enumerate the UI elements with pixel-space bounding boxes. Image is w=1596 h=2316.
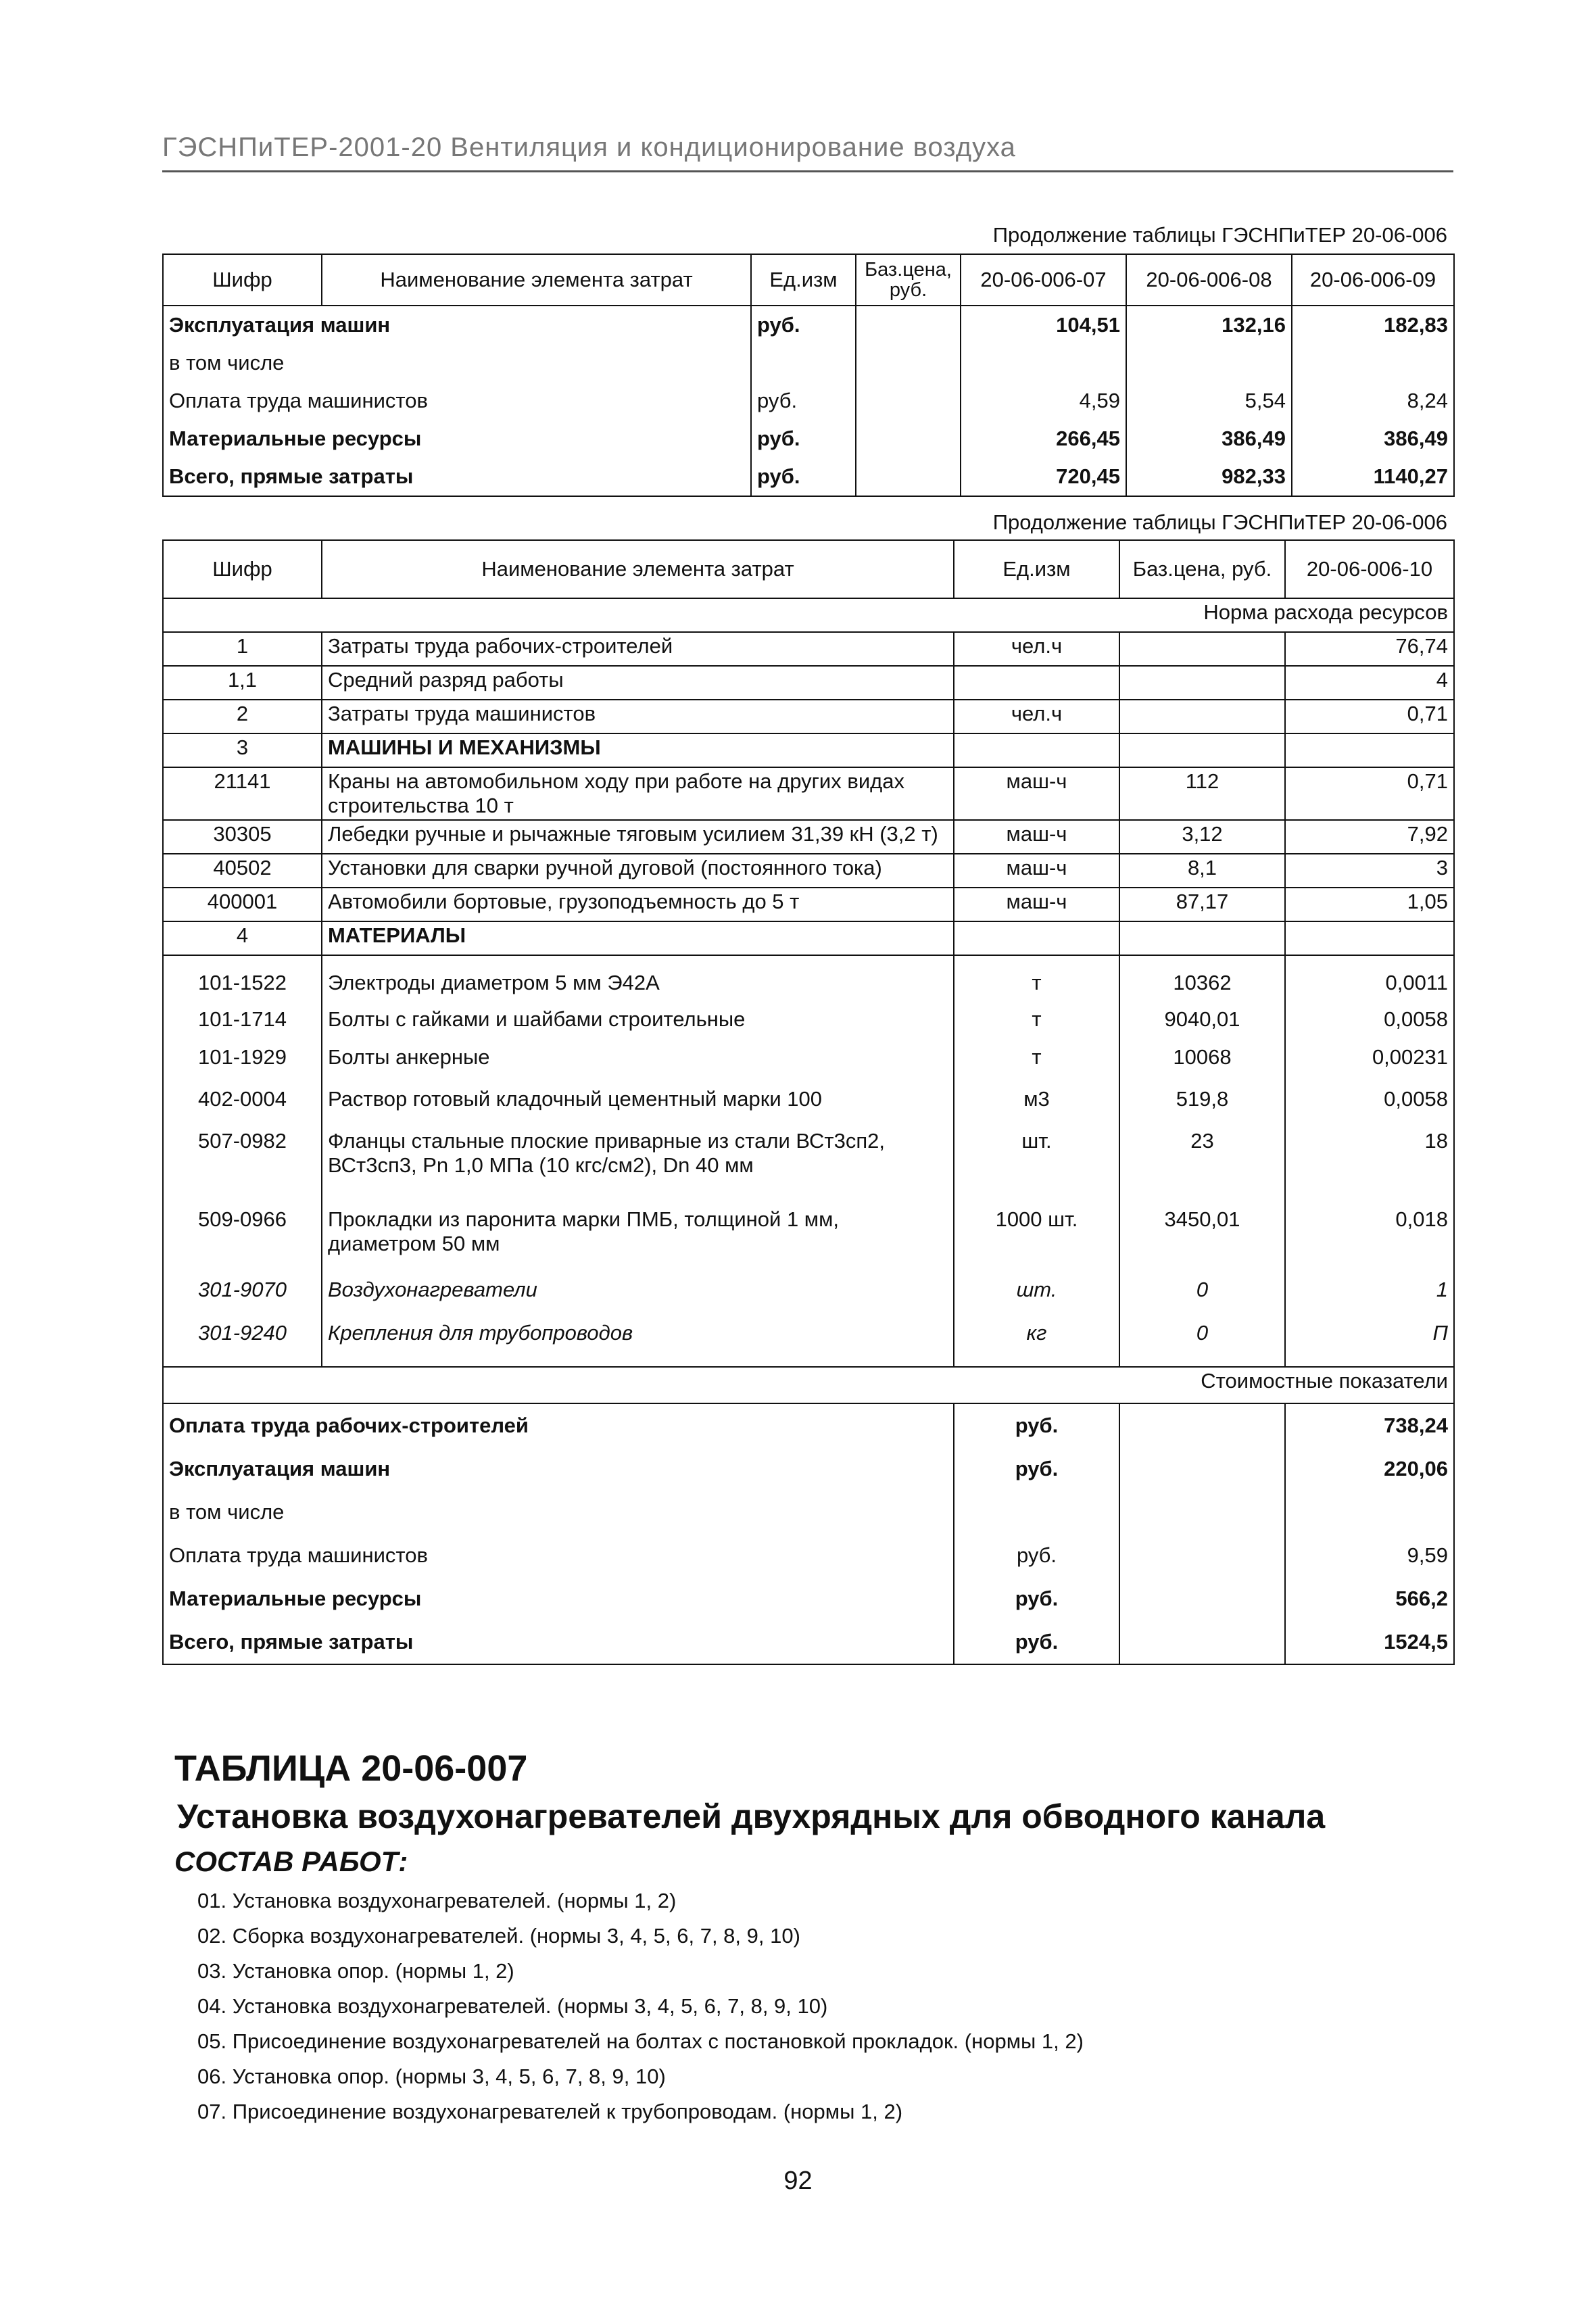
list-item: 04. Установка воздухонагревателей. (нормы 3, 4, 5, 6, 7, 8, 9, 10) — [197, 1994, 828, 2018]
row-name: Болты с гайками и шайбами строительные — [322, 1002, 954, 1040]
row-unit — [954, 1491, 1119, 1534]
row-value: 266,45 — [961, 420, 1126, 458]
row-value: 386,49 — [1126, 420, 1292, 458]
row-name: Эксплуатация машин — [163, 306, 751, 344]
table-row — [163, 854, 1454, 888]
list-item: 05. Присоединение воздухонагревателей на болтах с постановкой прокладок. (нормы 1, 2) — [197, 2029, 1084, 2053]
row-price — [856, 344, 961, 382]
row-code: 509-0966 — [163, 1194, 322, 1268]
row-unit: т — [954, 1002, 1119, 1040]
table-row — [163, 1268, 1454, 1313]
table-row — [163, 733, 1454, 767]
table-row — [163, 1194, 1454, 1268]
page-number: 92 — [783, 2167, 813, 2195]
row-price — [856, 306, 961, 344]
row-name: Электроды диаметром 5 мм Э42А — [322, 955, 954, 1002]
row-value: 132,16 — [1126, 306, 1292, 344]
table-row — [163, 888, 1454, 921]
row-price — [1119, 733, 1285, 767]
row-price — [1119, 1620, 1285, 1664]
column-header: 20-06-006-09 — [1292, 254, 1454, 306]
row-price: 519,8 — [1119, 1078, 1285, 1119]
row-value: 1,05 — [1285, 888, 1454, 921]
row-price: 10068 — [1119, 1040, 1285, 1078]
table1-caption: Продолжение таблицы ГЭСНПиТЕР 20-06-006 — [992, 223, 1447, 247]
table2 — [162, 539, 1455, 1665]
row-code: 40502 — [163, 854, 322, 888]
row-price — [1119, 1447, 1285, 1491]
row-unit: руб. — [751, 306, 856, 344]
row-name: Оплата труда машинистов — [163, 1534, 954, 1577]
column-header: Баз.цена, руб. — [1119, 540, 1285, 598]
row-name: Краны на автомобильном ходу при работе на других видах строительства 10 т — [322, 767, 954, 820]
column-header: Наименование элемента затрат — [322, 254, 751, 306]
column-header: 20-06-006-08 — [1126, 254, 1292, 306]
row-value: 104,51 — [961, 306, 1126, 344]
table-row — [163, 1534, 1454, 1577]
row-value: 4,59 — [961, 382, 1126, 420]
row-unit: маш-ч — [954, 767, 1119, 820]
section-title: ТАБЛИЦА 20-06-007 — [174, 1748, 528, 1789]
row-value: 386,49 — [1292, 420, 1454, 458]
row-name: Установки для сварки ручной дуговой (постоянного тока) — [322, 854, 954, 888]
table-row — [163, 767, 1454, 820]
row-price: 0 — [1119, 1313, 1285, 1367]
header-rule — [162, 170, 1453, 172]
row-name: Оплата труда рабочих-строителей — [163, 1403, 954, 1447]
row-unit: руб. — [954, 1447, 1119, 1491]
row-value: 76,74 — [1285, 632, 1454, 666]
section-subtitle: Установка воздухонагревателей двухрядных для обводного канала — [177, 1798, 1326, 1835]
row-code: 4 — [163, 921, 322, 955]
row-code: 21141 — [163, 767, 322, 820]
row-unit: т — [954, 955, 1119, 1002]
row-value: 0,0058 — [1285, 1078, 1454, 1119]
row-price — [1119, 700, 1285, 733]
table-row — [163, 1577, 1454, 1620]
column-header: 20-06-006-07 — [961, 254, 1126, 306]
cost-header-row — [163, 1367, 1454, 1403]
column-header: Ед.изм — [954, 540, 1119, 598]
row-value: 720,45 — [961, 458, 1126, 496]
row-value — [1285, 1491, 1454, 1534]
row-name: Эксплуатация машин — [163, 1447, 954, 1491]
row-name: МАТЕРИАЛЫ — [322, 921, 954, 955]
table-row — [163, 1119, 1454, 1194]
row-price: 23 — [1119, 1119, 1285, 1194]
column-header: Баз.цена, руб. — [856, 254, 961, 306]
row-value — [1285, 921, 1454, 955]
row-price — [1119, 632, 1285, 666]
row-price — [856, 458, 961, 496]
list-item: 01. Установка воздухонагревателей. (нормы 1, 2) — [197, 1889, 677, 1912]
row-unit — [954, 733, 1119, 767]
row-unit: руб. — [751, 458, 856, 496]
row-value — [1285, 733, 1454, 767]
row-value: 8,24 — [1292, 382, 1454, 420]
norm-header: Норма расхода ресурсов — [163, 598, 1454, 632]
table-row — [163, 955, 1454, 1002]
row-value: 1 — [1285, 1268, 1454, 1313]
column-header: Ед.изм — [751, 254, 856, 306]
row-code: 101-1522 — [163, 955, 322, 1002]
row-code: 30305 — [163, 820, 322, 854]
row-unit: маш-ч — [954, 820, 1119, 854]
row-value: 9,59 — [1285, 1534, 1454, 1577]
row-unit: руб. — [954, 1403, 1119, 1447]
table-row — [163, 1078, 1454, 1119]
row-unit — [954, 921, 1119, 955]
row-value: 182,83 — [1292, 306, 1454, 344]
row-name: Лебедки ручные и рычажные тяговым усилием 31,39 кН (3,2 т) — [322, 820, 954, 854]
row-price: 3,12 — [1119, 820, 1285, 854]
table-row — [163, 1403, 1454, 1447]
row-unit: маш-ч — [954, 854, 1119, 888]
row-unit: руб. — [954, 1577, 1119, 1620]
table2-header-row — [163, 540, 1454, 598]
row-code: 402-0004 — [163, 1078, 322, 1119]
table-row — [163, 1620, 1454, 1664]
table-row — [163, 700, 1454, 733]
row-value: 0,018 — [1285, 1194, 1454, 1268]
row-name: Воздухонагреватели — [322, 1268, 954, 1313]
row-value: 1140,27 — [1292, 458, 1454, 496]
row-value: 3 — [1285, 854, 1454, 888]
row-unit — [954, 666, 1119, 700]
row-unit: маш-ч — [954, 888, 1119, 921]
row-value: 5,54 — [1126, 382, 1292, 420]
row-name: Всего, прямые затраты — [163, 458, 751, 496]
list-item: 07. Присоединение воздухонагревателей к трубопроводам. (нормы 1, 2) — [197, 2100, 903, 2123]
running-title: ГЭСНПиТЕР-2001-20 Вентиляция и кондиционирование воздуха — [162, 132, 1016, 162]
row-value: 7,92 — [1285, 820, 1454, 854]
row-price: 8,1 — [1119, 854, 1285, 888]
row-code: 400001 — [163, 888, 322, 921]
row-value: 738,24 — [1285, 1403, 1454, 1447]
row-value: 0,71 — [1285, 700, 1454, 733]
table-row — [163, 458, 1454, 496]
row-price: 87,17 — [1119, 888, 1285, 921]
table-row — [163, 1447, 1454, 1491]
row-unit: руб. — [751, 420, 856, 458]
row-value: П — [1285, 1313, 1454, 1367]
column-header: Шифр — [163, 254, 322, 306]
row-name: Прокладки из паронита марки ПМБ, толщиной 1 мм, диаметром 50 мм — [322, 1194, 954, 1268]
row-unit: руб. — [751, 382, 856, 420]
table-row — [163, 1040, 1454, 1078]
row-price — [856, 382, 961, 420]
row-price — [1119, 1403, 1285, 1447]
row-price — [1119, 921, 1285, 955]
row-value — [1292, 344, 1454, 382]
row-unit: м3 — [954, 1078, 1119, 1119]
row-unit — [751, 344, 856, 382]
row-name: Затраты труда машинистов — [322, 700, 954, 733]
row-price: 3450,01 — [1119, 1194, 1285, 1268]
row-value: 0,00231 — [1285, 1040, 1454, 1078]
row-price: 0 — [1119, 1268, 1285, 1313]
table-row — [163, 1491, 1454, 1534]
row-code: 301-9070 — [163, 1268, 322, 1313]
row-value: 566,2 — [1285, 1577, 1454, 1620]
row-name: в том числе — [163, 344, 751, 382]
row-value: 18 — [1285, 1119, 1454, 1194]
table1 — [162, 254, 1455, 497]
row-name: Всего, прямые затраты — [163, 1620, 954, 1664]
row-price — [1119, 666, 1285, 700]
row-value — [961, 344, 1126, 382]
row-unit: шт. — [954, 1119, 1119, 1194]
list-item: 06. Установка опор. (нормы 3, 4, 5, 6, 7, 8, 9, 10) — [197, 2065, 666, 2088]
list-item: 02. Сборка воздухонагревателей. (нормы 3, 4, 5, 6, 7, 8, 9, 10) — [197, 1924, 800, 1948]
work-list — [197, 1883, 1084, 2129]
row-price: 112 — [1119, 767, 1285, 820]
row-code: 507-0982 — [163, 1119, 322, 1194]
row-name: Материальные ресурсы — [163, 1577, 954, 1620]
row-price — [1119, 1577, 1285, 1620]
row-name: Средний разряд работы — [322, 666, 954, 700]
row-value: 4 — [1285, 666, 1454, 700]
row-price — [1119, 1534, 1285, 1577]
row-unit: шт. — [954, 1268, 1119, 1313]
row-code: 1,1 — [163, 666, 322, 700]
table-row — [163, 921, 1454, 955]
column-header: Наименование элемента затрат — [322, 540, 954, 598]
table-row — [163, 820, 1454, 854]
row-code: 101-1714 — [163, 1002, 322, 1040]
column-header: Шифр — [163, 540, 322, 598]
row-name: Крепления для трубопроводов — [322, 1313, 954, 1367]
column-header: 20-06-006-10 — [1285, 540, 1454, 598]
row-code: 3 — [163, 733, 322, 767]
row-price: 9040,01 — [1119, 1002, 1285, 1040]
row-unit: т — [954, 1040, 1119, 1078]
work-heading: СОСТАВ РАБОТ: — [174, 1845, 408, 1877]
row-name: Материальные ресурсы — [163, 420, 751, 458]
table-row — [163, 632, 1454, 666]
row-value: 0,71 — [1285, 767, 1454, 820]
row-name: Затраты труда рабочих-строителей — [322, 632, 954, 666]
row-name: в том числе — [163, 1491, 954, 1534]
row-code: 2 — [163, 700, 322, 733]
row-unit: чел.ч — [954, 700, 1119, 733]
row-unit: руб. — [954, 1620, 1119, 1664]
table-row — [163, 1002, 1454, 1040]
row-code: 101-1929 — [163, 1040, 322, 1078]
table-row — [163, 382, 1454, 420]
row-name: Раствор готовый кладочный цементный марки 100 — [322, 1078, 954, 1119]
row-code: 1 — [163, 632, 322, 666]
row-price — [1119, 1491, 1285, 1534]
row-name: Автомобили бортовые, грузоподъемность до 5 т — [322, 888, 954, 921]
cost-header: Стоимостные показатели — [163, 1367, 1454, 1403]
table1-header-row — [163, 254, 1454, 306]
row-value: 982,33 — [1126, 458, 1292, 496]
row-value — [1126, 344, 1292, 382]
row-value: 220,06 — [1285, 1447, 1454, 1491]
table-row — [163, 666, 1454, 700]
row-unit: 1000 шт. — [954, 1194, 1119, 1268]
table-row — [163, 420, 1454, 458]
table-row — [163, 344, 1454, 382]
row-unit: чел.ч — [954, 632, 1119, 666]
norm-header-row — [163, 598, 1454, 632]
row-name: Болты анкерные — [322, 1040, 954, 1078]
list-item: 03. Установка опор. (нормы 1, 2) — [197, 1959, 514, 1983]
row-price — [856, 420, 961, 458]
row-value: 0,0011 — [1285, 955, 1454, 1002]
row-value: 1524,5 — [1285, 1620, 1454, 1664]
row-unit: руб. — [954, 1534, 1119, 1577]
row-value: 0,0058 — [1285, 1002, 1454, 1040]
row-name: Оплата труда машинистов — [163, 382, 751, 420]
row-price: 10362 — [1119, 955, 1285, 1002]
table2-caption: Продолжение таблицы ГЭСНПиТЕР 20-06-006 — [992, 510, 1447, 534]
row-unit: кг — [954, 1313, 1119, 1367]
row-name: Фланцы стальные плоские приварные из стали ВСт3сп2, ВСт3сп3, Рn 1,0 МПа (10 кгс/см2), Dn 40 мм — [322, 1119, 954, 1194]
row-name: МАШИНЫ И МЕХАНИЗМЫ — [322, 733, 954, 767]
table-row — [163, 306, 1454, 344]
row-code: 301-9240 — [163, 1313, 322, 1367]
table-row — [163, 1313, 1454, 1367]
